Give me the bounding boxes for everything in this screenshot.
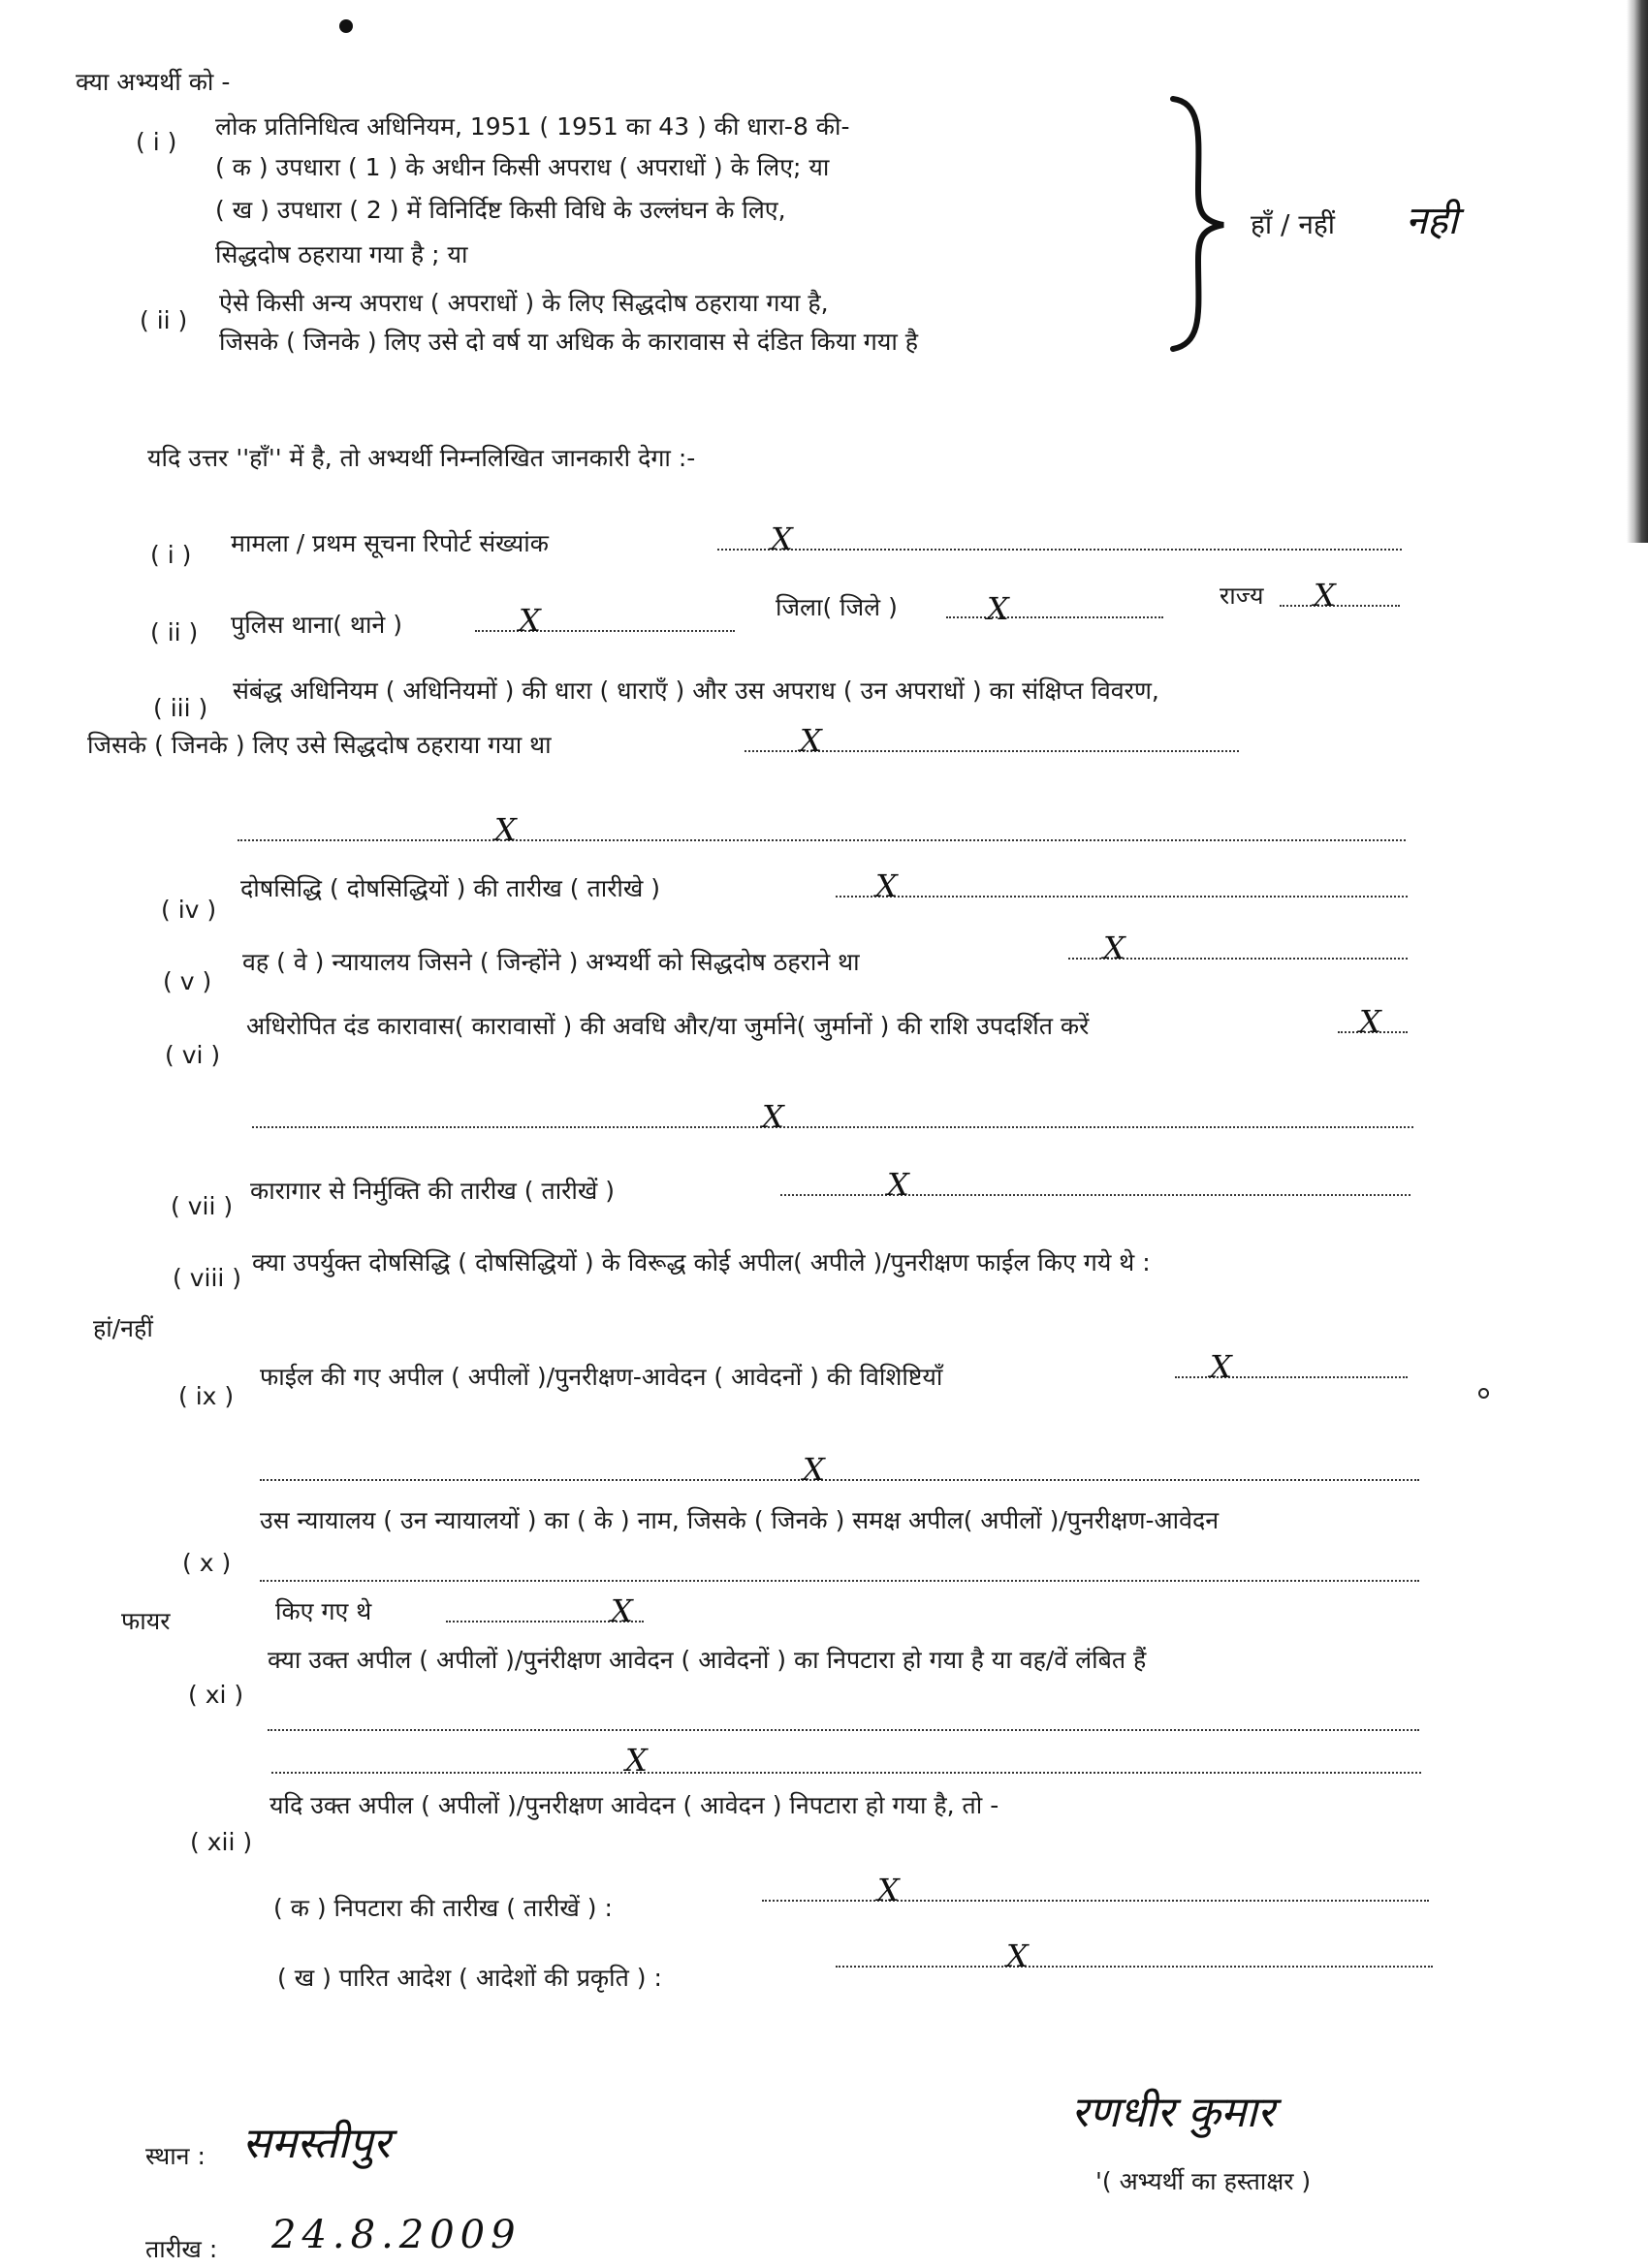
item-x-value: X [611,1592,633,1629]
item-xi-label: क्या उक्त अपील ( अपीलों )/पुनंरीक्षण आवेदन ( आवेदनों ) का निपटारा हो गया है या वह/वें लंबित हैं [268,1646,1147,1674]
intro-text: क्या अभ्यर्थी को - [76,68,231,96]
q1-line-3: ( ख ) उपधारा ( 2 ) में विनिर्दिष्ट किसी विधि के उल्लंघन के लिए, [215,196,786,224]
item-ii-state-line [1280,605,1400,607]
item-xi-value: X [625,1742,648,1779]
q1-line-4: सिद्धदोष ठहराया गया है ; या [215,240,468,268]
item-iv-value: X [875,867,898,904]
item-iii-line-2: जिसके ( जिनके ) लिए उसे सिद्धदोष ठहराया गया था [87,731,552,759]
item-vii-label: कारागार से निर्मुक्ति की तारीख ( तारीखें ) [250,1177,616,1205]
item-x-field-line-top [260,1580,1419,1582]
item-ii-district-value: X [987,590,1009,627]
item-ii-label: पुलिस थाना( थाने ) [231,611,402,639]
item-xii-a-field-line [762,1900,1429,1902]
item-iii-field-line-2 [238,839,1406,841]
q1-line-1: लोक प्रतिनिधित्व अधिनियम, 1951 ( 1951 का 43 ) की धारा-8 की- [215,112,850,141]
item-viii-options: हां/नहीं [93,1314,153,1342]
item-i-field-line [717,549,1402,551]
ink-speck [1478,1388,1489,1399]
item-v-label: वह ( वे ) न्यायालय जिसने ( जिन्होंने ) अभ्यर्थी को सिद्धदोष ठहराने था [242,948,860,976]
item-xii-number: ( xii ) [190,1828,253,1856]
signature-caption: '( अभ्यर्थी का हस्ताक्षर ) [1095,2167,1312,2195]
item-iii-value-2: X [494,811,517,848]
answer-handwritten: नही [1406,199,1458,243]
item-i-number: ( i ) [150,541,192,569]
if-yes-instruction: यदि उत्तर ''हाँ'' में है, तो अभ्यर्थी निम्नलिखित जानकारी देगा :- [147,444,696,472]
item-ii-number: ( ii ) [150,618,199,646]
scan-edge-shadow [1627,0,1648,543]
curly-brace [1163,93,1231,355]
q2-line-1: ऐसे किसी अन्य अपराध ( अपराधों ) के लिए सिद्धदोष ठहराया गया है, [219,289,829,317]
item-xii-b-value: X [1006,1937,1029,1974]
q2-line-2: जिसके ( जिनके ) लिए उसे दो वर्ष या अधिक के कारावास से दंडित किया गया है [219,328,919,356]
item-vi-field-line-2 [252,1126,1413,1128]
item-x-margin-note: फायर [121,1607,171,1635]
item-vi-value: X [1359,1003,1381,1040]
item-xi-field-line-top [268,1729,1419,1731]
item-xi-number: ( xi ) [188,1681,244,1709]
item-x-line-2: किए गए थे [275,1597,372,1625]
date-value: 24.8.2009 [271,2213,522,2257]
item-xii-b-label: ( ख ) पारित आदेश ( आदेशों की प्रकृति ) : [277,1964,662,1992]
item-xii-b-field-line [836,1966,1433,1968]
item-iii-value: X [800,722,822,759]
item-ii-state-label: राज्य [1220,582,1264,610]
item-ix-value: X [1210,1348,1232,1385]
item-xii-a-value: X [877,1872,900,1908]
item-i-label: मामला / प्रथम सूचना रिपोर्ट संख्यांक [231,529,549,557]
q1-line-2: ( क ) उपधारा ( 1 ) के अधीन किसी अपराध ( अपराधों ) के लिए; या [215,153,830,181]
item-iv-field-line [836,896,1408,898]
item-viii-number: ( viii ) [173,1264,242,1292]
item-ix-field-line-2 [260,1479,1419,1481]
item-iii-line-1: संबंद्ध अधिनियम ( अधिनियमों ) की धारा ( धाराएँ ) और उस अपराध ( उन अपराधों ) का संक्षिप्त विवरण, [233,677,1159,705]
item-iii-number: ( iii ) [153,694,208,722]
ink-speck [339,19,353,33]
item-vii-field-line [780,1194,1410,1196]
item-xi-field-line [271,1772,1421,1774]
item-x-line-1: उस न्यायालय ( उन न्यायालयों ) का ( के ) नाम, जिसके ( जिनके ) समक्ष अपील( अपीलों )/पुनरीक्षण-आवेदन [260,1506,1220,1534]
q2-number: ( ii ) [140,306,188,334]
place-label: स्थान : [145,2142,206,2170]
item-ii-district-label: जिला( जिले ) [776,593,898,621]
item-xii-a-label: ( क ) निपटारा की तारीख ( तारीखें ) : [273,1894,613,1922]
item-v-value: X [1103,929,1125,966]
item-viii-label: क्या उपर्युक्त दोषसिद्धि ( दोषसिद्धियों ) के विरूद्ध कोई अपील( अपीले )/पुनरीक्षण फाईल किए गये थे : [252,1248,1151,1276]
item-ix-number: ( ix ) [178,1382,235,1410]
item-vi-label: अधिरोपित दंड कारावास( कारावासों ) की अवधि और/या जुर्माने( जुर्मानों ) की राशि उपदर्शित करें [246,1012,1090,1040]
place-value: समस्तीपुर [242,2119,391,2168]
item-i-value: X [771,520,793,557]
q1-number: ( i ) [136,128,177,156]
item-ii-value: X [519,602,541,639]
item-ii-state-value: X [1314,577,1336,614]
item-x-number: ( x ) [182,1549,232,1577]
item-iv-label: दोषसिद्धि ( दोषसिद्धियों ) की तारीख ( तारीखे ) [240,874,661,902]
item-iv-number: ( iv ) [161,896,217,924]
item-vii-value: X [887,1166,909,1203]
item-xii-label: यदि उक्त अपील ( अपीलों )/पुनरीक्षण आवेदन ( आवेदन ) निपटारा हो गया है, तो - [269,1791,999,1819]
item-vii-number: ( vii ) [171,1192,234,1220]
answer-options: हाँ / नहीं [1251,208,1336,240]
item-ii-field-line [475,630,735,632]
candidate-signature: रणधीर कुमार [1071,2088,1275,2137]
item-ix-label: फाईल की गए अपील ( अपीलों )/पुनरीक्षण-आवेदन ( आवेदनों ) की विशिष्टियाँ [260,1363,943,1391]
item-vi-number: ( vi ) [165,1041,221,1069]
date-label: तारीख : [145,2235,218,2263]
item-v-number: ( v ) [163,967,212,995]
item-ix-value-2: X [803,1451,825,1488]
item-vi-value-2: X [762,1098,784,1135]
item-ii-district-line [946,616,1163,618]
